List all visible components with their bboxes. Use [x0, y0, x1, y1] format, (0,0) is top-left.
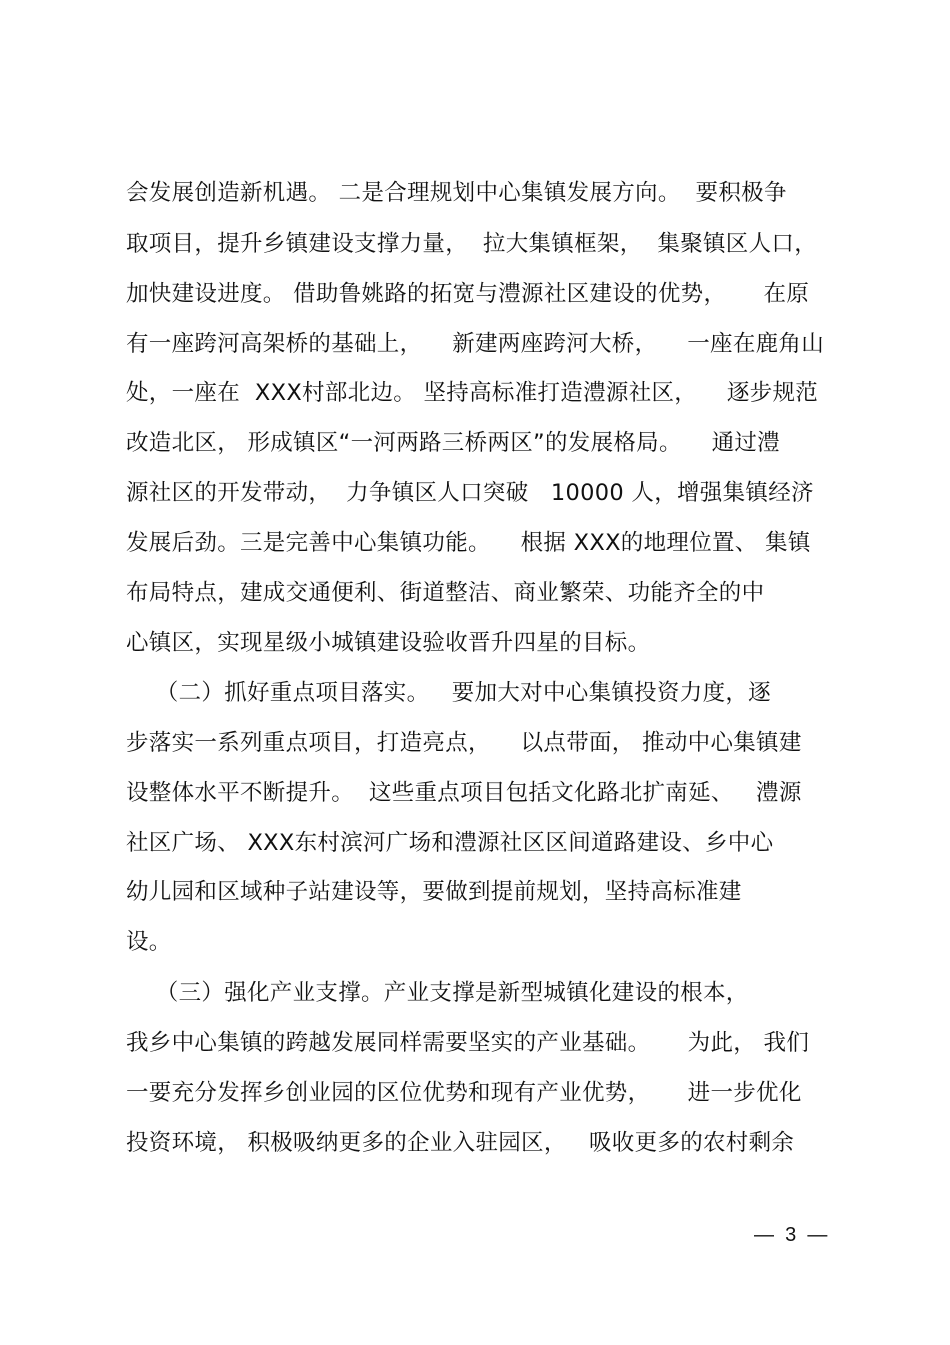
body-text-line: 取项目，提升乡镇建设支撑力量， 拉大集镇框架， 集聚镇区人口， — [126, 231, 818, 257]
body-text-line: 投资环境， 积极吸纳更多的企业入驻园区， 吸收更多的农村剩余 — [126, 1130, 795, 1156]
body-text-line: 设整体水平不断提升。 这些重点项目包括文化路北扩南延、 澧源 — [126, 780, 802, 806]
body-text-line: 社区广场、 XXX东村滨河广场和澧源社区区间道路建设、乡中心 — [126, 830, 774, 856]
body-text-line: 改造北区， 形成镇区“一河两路三桥两区”的发展格局。 通过澧 — [126, 430, 780, 456]
body-text-line: 加快建设进度。 借助鲁姚路的拓宽与澧源社区建设的优势， 在原 — [126, 281, 810, 307]
page-number: — 3 — — [754, 1224, 828, 1246]
body-text-line: 心镇区，实现星级小城镇建设验收晋升四星的目标。 — [126, 630, 651, 656]
body-text-line: 步落实一系列重点项目，打造亮点， 以点带面， 推动中心集镇建 — [126, 730, 802, 756]
body-text-line: 会发展创造新机遇。 二是合理规划中心集镇发展方向。 要积极争 — [126, 180, 787, 206]
body-text-line: 一要充分发挥乡创业园的区位优势和现有产业优势， 进一步优化 — [126, 1080, 802, 1106]
body-text-line: 幼儿园和区域种子站建设等，要做到提前规划，坚持高标准建 — [126, 879, 742, 905]
paragraph-3-first-line: （三）强化产业支撑。产业支撑是新型城镇化建设的根本， — [126, 980, 749, 1006]
body-text-line: 布局特点，建成交通便利、街道整洁、商业繁荣、功能齐全的中 — [126, 580, 765, 606]
body-text-line: 有一座跨河高架桥的基础上， 新建两座跨河大桥， 一座在鹿角山 — [126, 331, 825, 357]
body-text-line: 设。 — [126, 929, 172, 955]
body-text-line: 源社区的开发带动， 力争镇区人口突破 10000 人，增强集镇经济 — [126, 480, 814, 506]
paragraph-2-first-line: （二）抓好重点项目落实。 要加大对中心集镇投资力度，逐 — [126, 680, 771, 706]
body-text-line: 处，一座在 XXX村部北边。 坚持高标准打造澧源社区， 逐步规范 — [126, 380, 819, 406]
body-text-line: 我乡中心集镇的跨越发展同样需要坚实的产业基础。 为此， 我们 — [126, 1030, 810, 1056]
body-text-line: 发展后劲。三是完善中心集镇功能。 根据 XXX的地理位置、 集镇 — [126, 530, 811, 556]
